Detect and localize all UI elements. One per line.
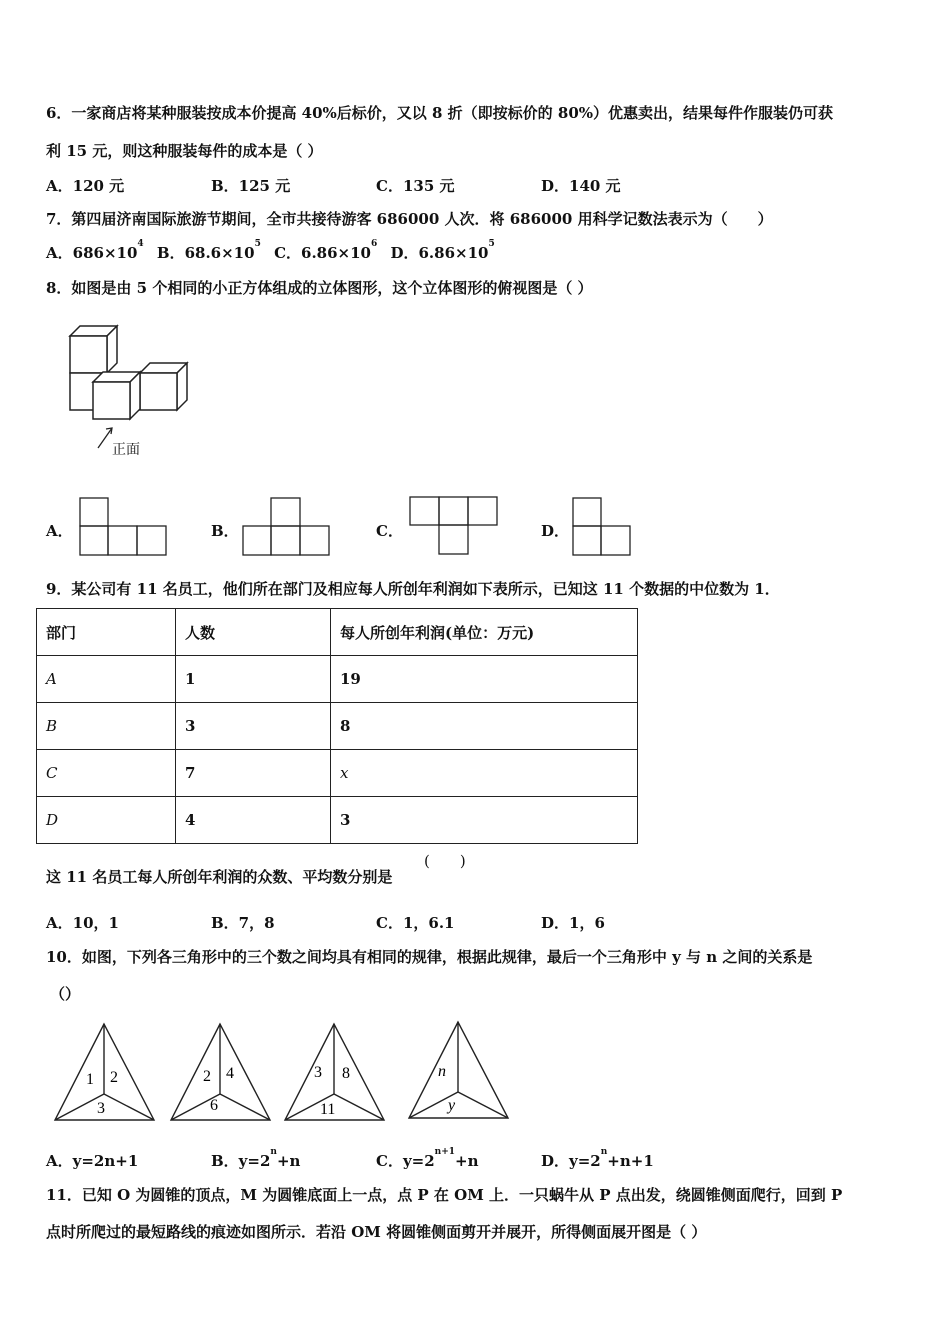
triangle-3-left: 3 (314, 1064, 322, 1081)
table-cell: B (37, 703, 176, 750)
q11-stem-line1: 11．已知 O 为圆锥的顶点，M 为圆锥底面上一点，点 P 在 OM 上．一只蜗牛从 P 点出发，绕圆锥侧面爬行，回到 P (46, 1186, 843, 1204)
front-label: 正面 (112, 442, 140, 458)
triangle-1-right: 2 (110, 1069, 118, 1086)
triangle-2-bottom: 6 (210, 1097, 218, 1114)
triangle-4-left: n (438, 1063, 446, 1080)
table-cell: D (37, 797, 176, 844)
q8-option-b-figure (242, 497, 331, 557)
table-cell: 4 (176, 797, 331, 844)
q10-option-c: C．$y=2^{n+1}+n$ (376, 1147, 479, 1170)
q8-option-b-label: B． (211, 522, 239, 540)
q7-option-c: C．$6.86\times 10^6$ (274, 239, 378, 262)
table-cell: 19 (331, 656, 638, 703)
q7-option-b: B．$68.6\times 10^5$ (156, 239, 261, 262)
q6-stem-line1: 6．一家商店将某种服装按成本价提高 40%后标价，又以 8 折（即按标价的 80%）优惠卖出，结果每件作服装仍可获 (46, 104, 834, 122)
profit-table (36, 608, 638, 844)
q10-option-d: D．$y=2^n+n+1$ (541, 1147, 654, 1170)
table-cell: 7 (176, 750, 331, 797)
q8-stem: 8．如图是由 5 个相同的小正方体组成的立体图形，这个立体图形的俯视图是（ ） (46, 279, 593, 297)
table-cell: 8 (331, 703, 638, 750)
triangle-2-right: 4 (226, 1065, 234, 1082)
table-cell: x (331, 750, 638, 797)
q6-option-a: A．120 元 (46, 177, 125, 195)
q6-option-b: B．125 元 (211, 177, 291, 195)
q8-option-a-figure (79, 497, 168, 557)
triangle-3 (282, 1022, 388, 1124)
table-row (37, 797, 638, 844)
q7-options (46, 239, 495, 263)
q8-option-c-figure (409, 496, 499, 556)
q10-option-a: A．y=2n+1 (46, 1152, 139, 1170)
q8-option-c-label: C． (376, 522, 403, 540)
q7-stem: 7．第四届济南国际旅游节期间，全市共接待游客 686000 人次．将 686000 用科学记数法表示为（ ） (46, 210, 773, 228)
triangle-3-bottom: 11 (320, 1101, 336, 1118)
q6-option-c: C．135 元 (376, 177, 455, 195)
q10-stem-line1: 10．如图，下列各三角形中的三个数之间均具有相同的规律，根据此规律，最后一个三角形中 y 与 n 之间的关系是 (46, 948, 813, 966)
header-cell: 每人所创年利润(单位：万元) (331, 609, 638, 656)
q8-option-d-label: D． (541, 522, 570, 540)
table-cell: 1 (176, 656, 331, 703)
triangle-3-right: 8 (342, 1065, 350, 1082)
q7-option-d: D．$6.86\times 10^5$ (390, 239, 495, 262)
triangle-2-left: 2 (203, 1068, 211, 1085)
triangle-4-bottom: y (448, 1097, 456, 1114)
table-row (37, 656, 638, 703)
table-cell: 3 (331, 797, 638, 844)
table-row (37, 750, 638, 797)
q8-option-a-label: A． (46, 522, 73, 540)
triangle-1-bottom: 3 (97, 1100, 105, 1117)
triangle-1 (52, 1022, 158, 1124)
triangle-1-left: 1 (86, 1071, 94, 1088)
q9-answer-paren: ( ) (424, 852, 466, 870)
q6-stem-line2: 利 15 元，则这种服装每件的成本是（ ） (46, 142, 323, 160)
triangle-2 (168, 1022, 274, 1124)
q9-question: 这 11 名员工每人所创年利润的众数、平均数分别是 (46, 868, 393, 886)
table-cell: A (37, 656, 176, 703)
q9-option-d: D．1，6 (541, 914, 605, 932)
q8-option-d-figure (572, 497, 632, 557)
q10-option-b: B．$y=2^n+n$ (211, 1147, 301, 1170)
q9-stem: 9．某公司有 11 名员工，他们所在部门及相应每人所创年利润如下表所示，已知这 11 个数据的中位数为 1． (46, 580, 780, 598)
table-header-row (37, 609, 638, 656)
front-arrow (98, 428, 112, 448)
triangle-4 (406, 1020, 512, 1122)
q10-stem-line2: （） (50, 985, 81, 1003)
q6-option-d: D．140 元 (541, 177, 621, 195)
q7-option-a: A．$686\times 10^4$ (46, 239, 144, 262)
header-cell: 部门 (37, 609, 176, 656)
table-cell: 3 (176, 703, 331, 750)
q9-option-b: B．7，8 (211, 914, 275, 932)
q9-option-a: A．10，1 (46, 914, 119, 932)
q9-option-c: C．1，6.1 (376, 914, 455, 932)
header-cell: 人数 (176, 609, 331, 656)
table-row (37, 703, 638, 750)
q11-stem-line2: 点时所爬过的最短路线的痕迹如图所示．若沿 OM 将圆锥侧面剪开并展开，所得侧面展开图是（ ） (46, 1223, 707, 1241)
table-cell: C (37, 750, 176, 797)
